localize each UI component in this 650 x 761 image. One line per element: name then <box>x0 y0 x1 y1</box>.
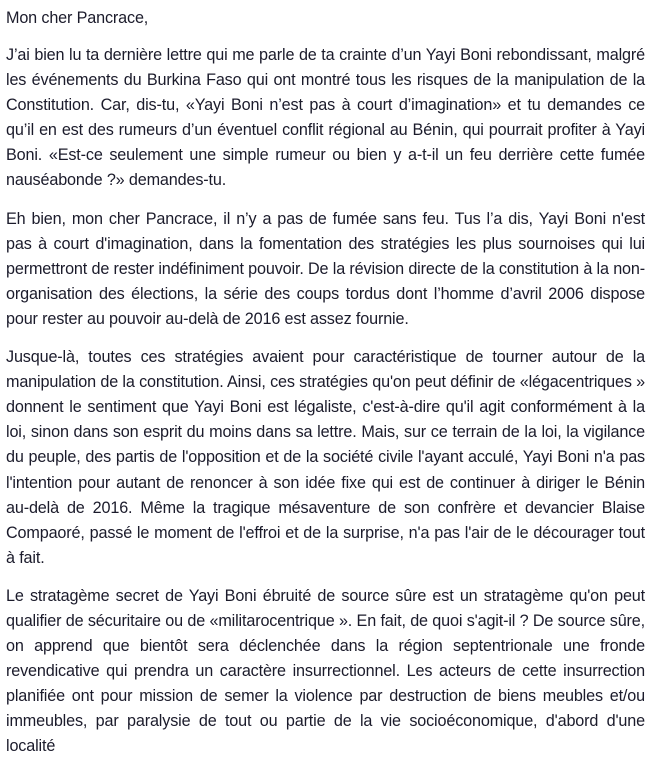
salutation-line: Mon cher Pancrace, <box>6 9 149 27</box>
body-paragraph-1: J’ai bien lu ta dernière lettre qui me parle de ta crainte d’un Yayi Boni rebondissant, malgré les événements du Burkina Faso qui ont montré tous les risques de la manipulation de la Constitution. Car, dis-tu, «Yayi Boni n’est pas à court d’imagination» et tu demandes ce qu’il en est des rumeurs d’un éventuel conflit régional au Bénin, qui pourrait profiter à Yayi Boni. «Est-ce seulement une simple rumeur ou bien y a-t-il un feu derrière cette fumée nauséabonde ?» demandes-tu. <box>6 46 645 190</box>
body-paragraph-4: Le stratagème secret de Yayi Boni ébruité de source sûre est un stratagème qu'on peut qualifier de sécuritaire ou de «militarocentrique ». En fait, de quoi s'agit-il ? De source sûre, on apprend que bientôt sera déclenchée dans la région septentrionale une fronde revendicative qui prendra un caractère insurrectionnel. Les acteurs de cette insurrection planifiée ont pour mission de semer la violence par destruction de biens meubles et/ou immeubles, par paralysie de tout ou partie de la vie socioéconomique, d'abord d'une localité <box>6 586 645 756</box>
body-paragraph-3: Jusque-là, toutes ces stratégies avaient pour caractéristique de tourner autour de la manipulation de la constitution. Ainsi, ces stratégies qu'on peut définir de «légacentriques » donnent le sentiment que Yayi Boni est légaliste, c'est-à-dire qu'il agit conformément à la loi, sinon dans son esprit du moins dans sa lettre. Mais, sur ce terrain de la loi, la vigilance du peuple, des partis de l'opposition et de la société civile l'ayant acculé, Yayi Boni n'a pas l'intention pour autant de renoncer à son idée fixe qui est de continuer à diriger le Bénin au-delà de 2016. Même la tragique mésaventure de son confrère et devancier Blaise Compaoré, passé le moment de l'effroi et de la surprise, n'a pas l'air de le décourager tout à fait. <box>6 348 645 567</box>
body-paragraph-2: Eh bien, mon cher Pancrace, il n’y a pas de fumée sans feu. Tus l’a dis, Yayi Boni n'est pas à court d'imagination, dans la fomentation des stratégies les plus sournoises qui lui permettront de rester indéfiniment pouvoir. De la révision directe de la constitution à la non-organisation des élections, la série des coups tordus dont l’homme d’avril 2006 dispose pour rester au pouvoir au-delà de 2016 est assez fournie. <box>6 209 645 328</box>
